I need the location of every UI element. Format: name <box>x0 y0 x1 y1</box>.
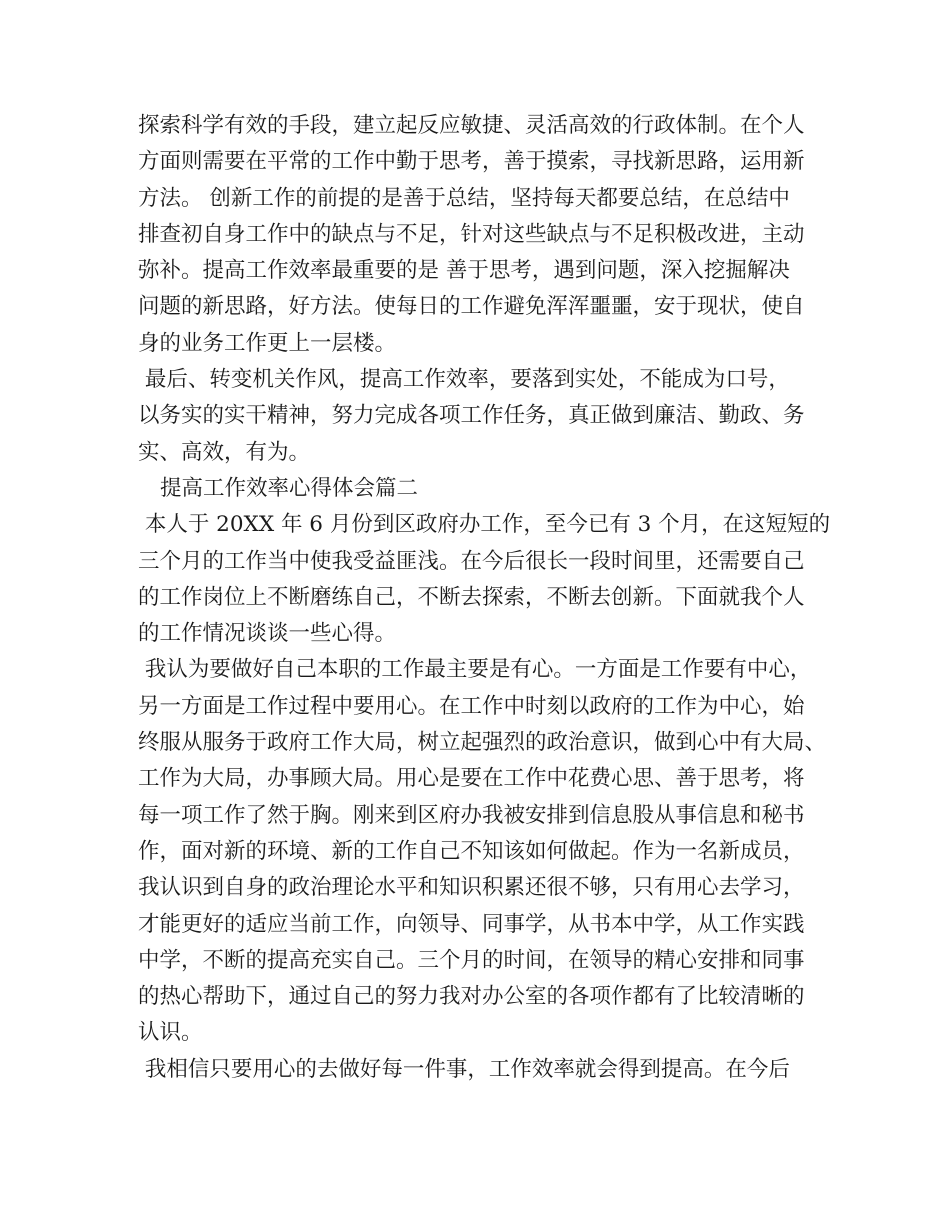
text-line: 本人于 20XX 年 6 月份到区政府办工作，至今已有 3 个月，在这短短的 <box>138 512 831 538</box>
text-line: 的工作情况谈谈一些心得。 <box>138 621 397 647</box>
text-line: 我相信只要用心的去做好每一件事，工作效率就会得到提高。在今后 <box>138 1056 790 1082</box>
text-line: 中学，不断的提高充实自己。三个月的时间，在领导的精心安排和同事 <box>138 947 805 973</box>
text-line: 排查初自身工作中的缺点与不足，针对这些缺点与不足积极改进，主动 <box>138 221 805 247</box>
text-line: 弥补。提高工作效率最重要的是 善于思考，遇到问题，深入挖掘解决 <box>138 258 790 284</box>
text-line: 三个月的工作当中使我受益匪浅。在今后很长一段时间里，还需要自己 <box>138 548 805 574</box>
text-line: 最后、转变机关作风，提高工作效率，要落到实处，不能成为口号， <box>138 367 790 393</box>
text-line: 工作为大局，办事顾大局。用心是要在工作中花费心思、善于思考，将 <box>138 766 805 792</box>
text-line: 我认为要做好自己本职的工作最主要是有心。一方面是工作要有中心， <box>138 657 812 683</box>
text-line: 另一方面是工作过程中要用心。在工作中时刻以政府的工作为中心，始 <box>138 693 805 719</box>
text-line: 探索科学有效的手段，建立起反应敏捷、灵活高效的行政体制。在个人 <box>138 113 805 138</box>
text-line: 方法。 创新工作的前提的是善于总结，坚持每天都要总结，在总结中 <box>138 185 790 211</box>
text-line: 我认识到自身的政治理论水平和知识积累还很不够，只有用心去学习， <box>138 875 805 901</box>
text-line: 认识。 <box>138 1020 203 1046</box>
text-line: 问题的新思路，好方法。使每日的工作避免浑浑噩噩，安于现状，使自 <box>138 294 805 320</box>
text-line: 身的业务工作更上一层楼。 <box>138 330 397 356</box>
text-line: 才能更好的适应当前工作，向领导、同事学，从书本中学，从工作实践 <box>138 911 805 937</box>
text-line: 的热心帮助下，通过自己的努力我对办公室的各项作都有了比较清晰的 <box>138 984 805 1010</box>
text-line: 终服从服务于政府工作大局，树立起强烈的政治意识，做到心中有大局、 <box>138 730 827 756</box>
text-line: 实、高效，有为。 <box>138 439 311 465</box>
text-line: 方面则需要在平常的工作中勤于思考，善于摸索，寻找新思路，运用新 <box>138 149 805 175</box>
text-line: 的工作岗位上不断磨练自己，不断去探索，不断去创新。下面就我个人 <box>138 584 805 610</box>
text-line: 每一项工作了然于胸。刚来到区府办我被安排到信息股从事信息和秘书 <box>138 802 805 828</box>
section-heading: 提高工作效率心得体会篇二 <box>160 475 419 501</box>
text-line: 作，面对新的环境、新的工作自己不知该如何做起。作为一名新成员， <box>138 838 805 864</box>
text-line: 以务实的实干精神，努力完成各项工作任务，真正做到廉洁、勤政、务 <box>138 403 805 429</box>
document-body <box>138 108 831 1088</box>
